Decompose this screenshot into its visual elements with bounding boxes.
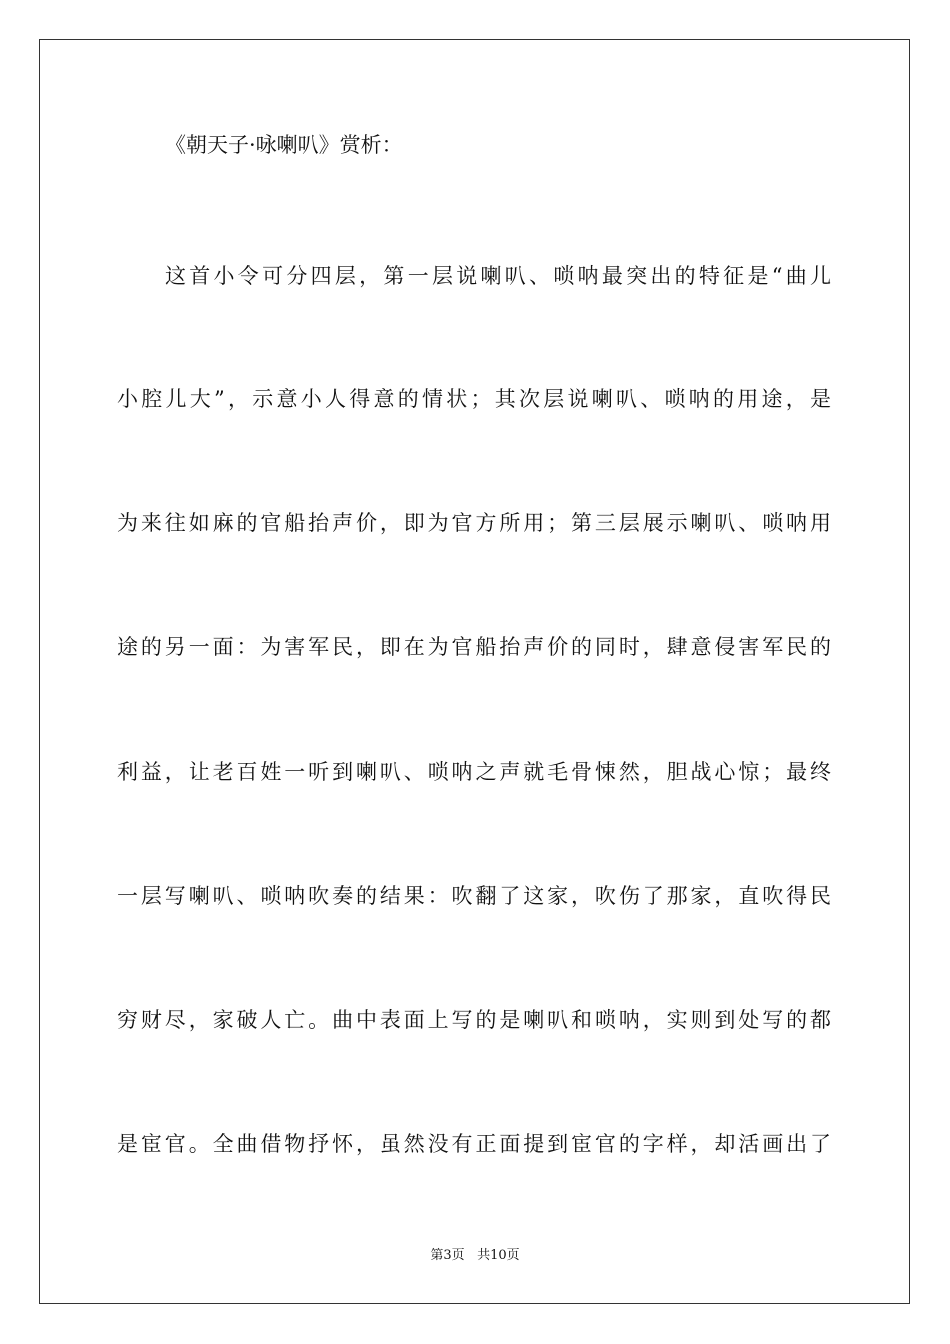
paragraph-line-1: 这首小令可分四层，第一层说喇叭、唢呐最突出的特征是“曲儿 bbox=[165, 264, 831, 288]
section-heading: 《朝天子·咏喇叭》赏析： bbox=[165, 133, 403, 157]
page-border bbox=[39, 39, 910, 1304]
page-footer bbox=[0, 1247, 950, 1265]
paragraph-line-3: 为来往如麻的官船抬声价，即为官方所用；第三层展示喇叭、唢呐用 bbox=[117, 511, 831, 535]
paragraph-line-2: 小腔儿大”，示意小人得意的情状；其次层说喇叭、唢呐的用途，是 bbox=[117, 387, 831, 411]
paragraph-line-8: 是宦官。全曲借物抒怀，虽然没有正面提到宦官的字样，却活画出了 bbox=[117, 1132, 831, 1156]
page-total: 共10页 bbox=[477, 1248, 520, 1263]
paragraph-line-4: 途的另一面：为害军民，即在为官船抬声价的同时，肆意侵害军民的 bbox=[117, 635, 831, 659]
paragraph-line-5: 利益，让老百姓一听到喇叭、唢呐之声就毛骨悚然，胆战心惊；最终 bbox=[117, 760, 831, 784]
paragraph-line-7: 穷财尽，家破人亡。曲中表面上写的是喇叭和唢呐，实则到处写的都 bbox=[117, 1008, 831, 1032]
page-number: 第3页 bbox=[430, 1248, 465, 1263]
paragraph-line-6: 一层写喇叭、唢呐吹奏的结果：吹翻了这家，吹伤了那家，直吹得民 bbox=[117, 884, 831, 908]
